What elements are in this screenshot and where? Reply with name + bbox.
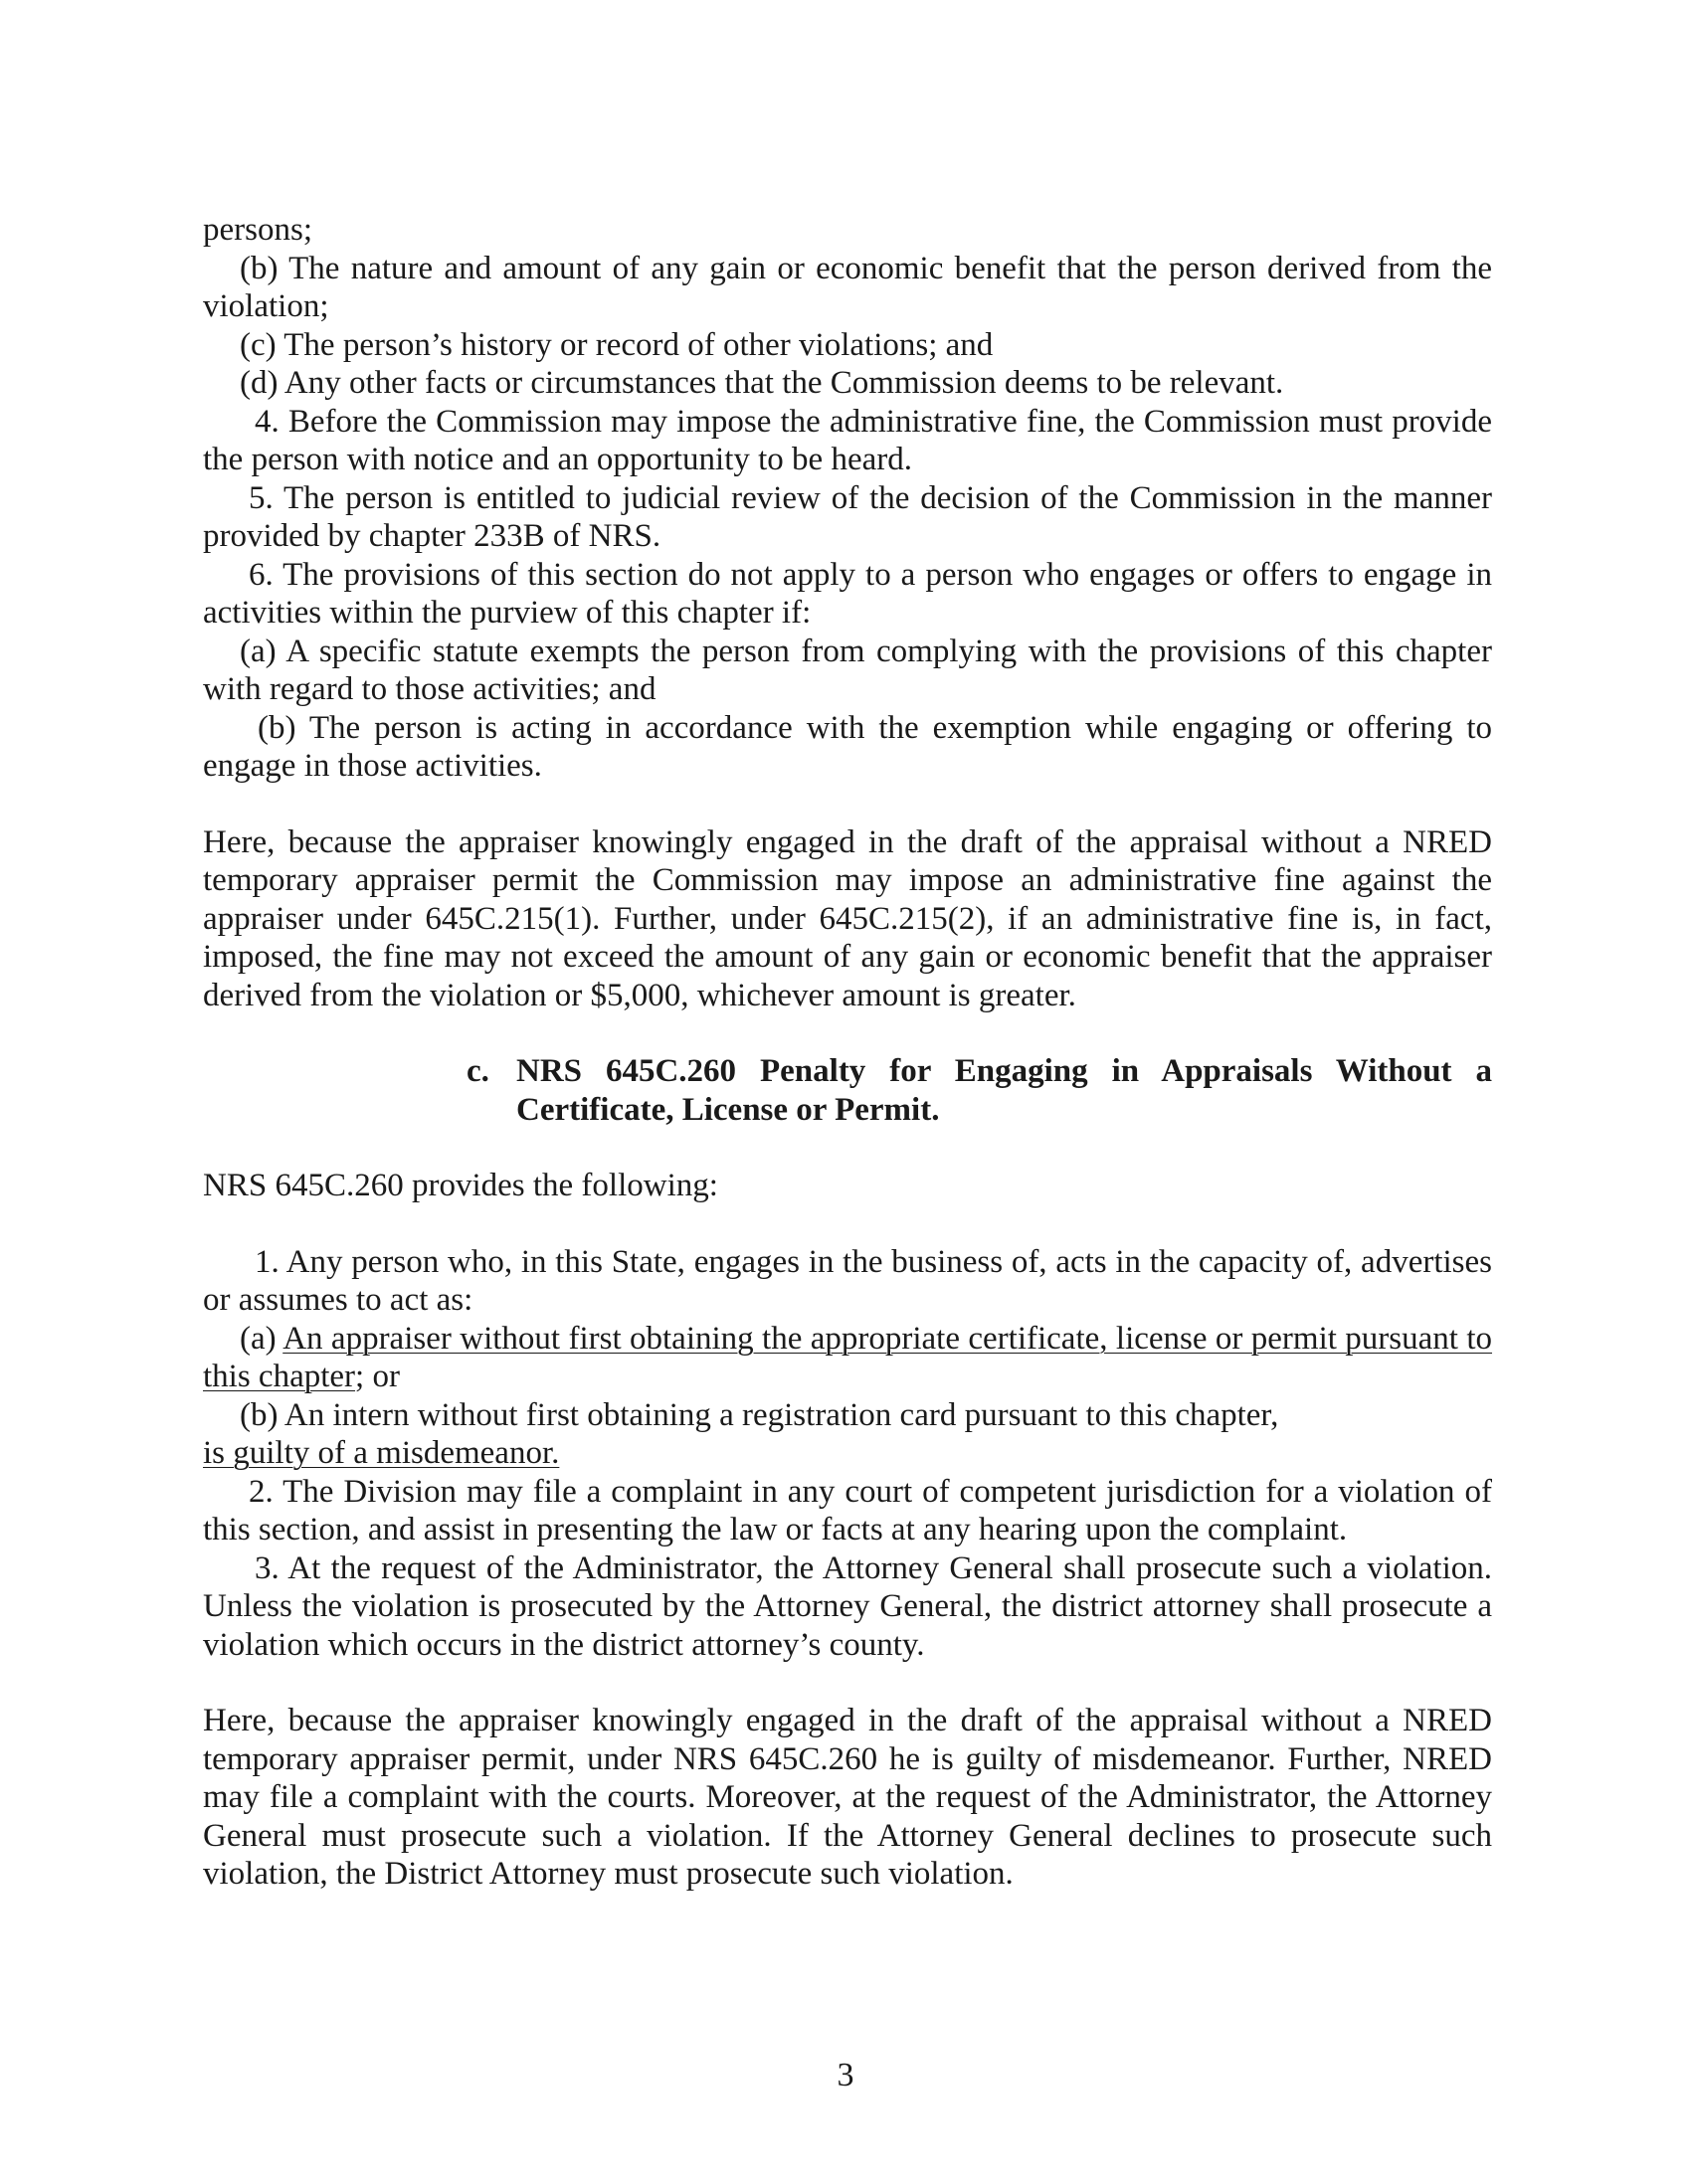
guilty-underlined-text: is guilty of a misdemeanor.: [203, 1435, 560, 1471]
page-number: 3: [837, 2057, 854, 2093]
statute-paragraph-6a: (a) A specific statute exempts the person from complying with the provisions of this chapter with regard to those activities; and: [203, 633, 1492, 707]
statute-continuation-persons: persons;: [203, 212, 312, 248]
statute-item-d: (d) Any other facts or circumstances that the Commission deems to be relevant.: [240, 365, 1284, 401]
statute-260-paragraph-2: 2. The Division may file a complaint in any court of competent jurisdiction for a violation of this section, and assist in presenting the law or facts at any hearing upon the complaint.: [203, 1473, 1492, 1547]
section-heading-c: [467, 1052, 1492, 1129]
item-a-suffix: ; or: [355, 1359, 400, 1394]
statute-260-item-a: [203, 1320, 1492, 1396]
section-title-line-1: NRS 645C.260 Penalty for Engaging in Appraisals Without a: [516, 1053, 1492, 1089]
item-a-underlined-text: An appraiser without first obtaining the appropriate certificate, license or permit pursuant to this chapter: [203, 1320, 1493, 1394]
statute-260-guilty: [203, 1434, 1492, 1473]
statute-paragraph-6b: (b) The person is acting in accordance with the exemption while engaging or offering to engage in those activities.: [203, 709, 1492, 784]
statute-260-paragraph-3: 3. At the request of the Administrator, the Attorney General shall prosecute such a violation. Unless the violation is prosecuted by the Attorney General, the district attorney shall prosecute a violation which occurs in the district attorney’s county.: [203, 1549, 1492, 1663]
statute-intro: NRS 645C.260 provides the following:: [203, 1168, 718, 1203]
section-title-line-2: Certificate, License or Permit.: [516, 1091, 940, 1128]
section-title: [516, 1052, 1492, 1129]
item-a-prefix: (a): [240, 1320, 283, 1357]
statute-paragraph-4: 4. Before the Commission may impose the administrative fine, the Commission must provide the person with notice and an opportunity to be heard.: [203, 403, 1492, 477]
statute-260-paragraph-1: 1. Any person who, in this State, engages in the business of, acts in the capacity of, advertises or assumes to act as:: [203, 1243, 1492, 1318]
statute-paragraph-5: 5. The person is entitled to judicial review of the decision of the Commission in the manner provided by chapter 233B of NRS.: [203, 479, 1492, 554]
statute-item-c: (c) The person’s history or record of other violations; and: [240, 326, 994, 363]
statute-item-b: (b) The nature and amount of any gain or economic benefit that the person derived from the violation;: [203, 250, 1492, 324]
document-body: [203, 211, 1492, 1894]
analysis-paragraph-misdemeanor: Here, because the appraiser knowingly engaged in the draft of the appraisal without a NRED temporary appraiser permit, under NRS 645C.260 he is guilty of misdemeanor. Further, NRED may file a complaint with the courts. Moreover, at the request of the Administrator, the Attorney General must prosecute such a violation. If the Attorney General declines to prosecute such violation, the District Attorney must prosecute such violation.: [203, 1703, 1492, 1892]
statute-paragraph-6: 6. The provisions of this section do not apply to a person who engages or offers to engage in activities within the purview of this chapter if:: [203, 556, 1492, 631]
analysis-paragraph-fine: Here, because the appraiser knowingly engaged in the draft of the appraisal without a NRED temporary appraiser permit the Commission may impose an administrative fine against the appraiser under 645C.215(1). Further, under 645C.215(2), if an administrative fine is, in fact, imposed, the fine may not exceed the amount of any gain or economic benefit that the appraiser derived from the violation or $5,000, whichever amount is greater.: [203, 823, 1492, 1013]
section-letter: c.: [467, 1053, 489, 1089]
statute-260-item-b: (b) An intern without first obtaining a registration card pursuant to this chapter,: [240, 1396, 1279, 1433]
